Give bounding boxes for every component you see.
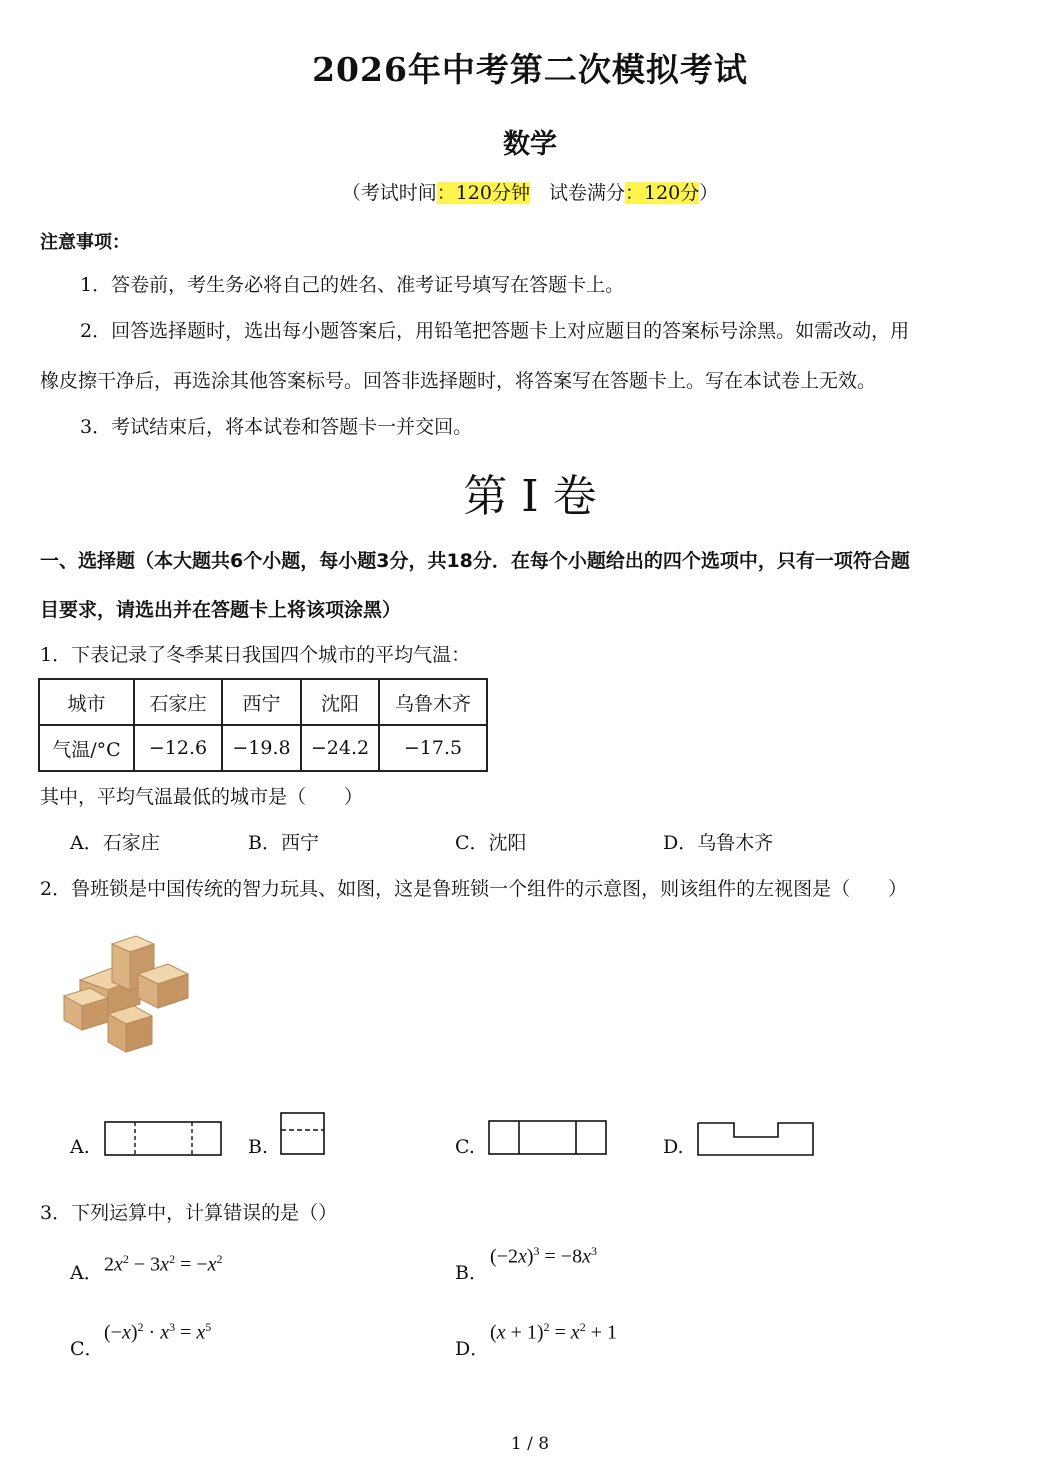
- notice-item-3: 3．考试结束后，将本试卷和答题卡一并交回。: [80, 416, 473, 438]
- exam-info: [0, 178, 1060, 205]
- table-cell: −12.6: [134, 725, 222, 771]
- table-cell: −19.8: [222, 725, 301, 771]
- table-cell: 沈阳: [301, 679, 379, 725]
- table-cell: 城市: [39, 679, 134, 725]
- q2-option-b-figure: [280, 1112, 326, 1156]
- exam-info-open: （考试时间: [341, 182, 437, 204]
- table-cell: 气温/°C: [39, 725, 134, 771]
- q2-option-b-label: B.: [248, 1136, 269, 1158]
- q1-option-a: A．石家庄: [70, 832, 160, 854]
- exam-info-close: ）: [699, 182, 719, 204]
- q3-stem: 3．下列运算中，计算错误的是（）: [40, 1202, 338, 1224]
- notice-item-2-line-1: 2．回答选择题时，选出每小题答案后，用铅笔把答题卡上对应题目的答案标号涂黑。如需改动，用: [80, 320, 910, 342]
- subject-title: 数学: [503, 129, 557, 160]
- table-cell: 乌鲁木齐: [379, 679, 487, 725]
- exam-title: 2026年中考第二次模拟考试: [312, 50, 748, 89]
- table-cell: 石家庄: [134, 679, 222, 725]
- q2-option-a-label: A.: [70, 1136, 90, 1158]
- q1-option-c: C．沈阳: [455, 832, 527, 854]
- q3-option-c-label: C．: [70, 1338, 104, 1360]
- table-row: [39, 725, 487, 771]
- q2-option-d-figure: [696, 1121, 816, 1157]
- q3-option-d-formula: $(x + 1)^2 = x^2 + 1$: [490, 1320, 617, 1344]
- q3-option-a-formula: $2x^2 - 3x^2 = -x^2$: [104, 1252, 223, 1276]
- table-cell: −17.5: [379, 725, 487, 771]
- q3-option-a-label: A．: [70, 1262, 103, 1284]
- volume-title: 第 I 卷: [463, 471, 597, 522]
- q3-option-d-label: D．: [455, 1338, 490, 1360]
- q1-option-d: D．乌鲁木齐: [663, 832, 774, 854]
- notice-heading: 注意事项：: [40, 232, 130, 253]
- q1-question: 其中，平均气温最低的城市是（ ）: [40, 786, 364, 808]
- table-header-row: [39, 679, 487, 725]
- section-1-heading-line-1: 一、选择题（本大题共6个小题，每小题3分，共18分．在每个小题给出的四个选项中，只有一项符合题: [40, 550, 910, 572]
- notice-item-1: 1．答卷前，考生务必将自己的姓名、准考证号填写在答题卡上。: [80, 274, 625, 296]
- temperature-table: [38, 678, 488, 772]
- q1-option-b: B．西宁: [248, 832, 319, 854]
- q3-option-b-label: B．: [455, 1262, 488, 1284]
- exam-score: ：120分: [625, 182, 700, 204]
- q2-option-d-label: D.: [663, 1136, 684, 1158]
- luban-lock-image: [50, 930, 200, 1060]
- q2-option-c-label: C.: [455, 1136, 475, 1158]
- exam-info-mid: 试卷满分: [529, 182, 625, 204]
- notice-item-2-line-2: 橡皮擦干净后，再选涂其他答案标号。回答非选择题时，将答案写在答题卡上。写在本试卷上无效。: [40, 370, 877, 392]
- page-number: 1 / 8: [510, 1434, 550, 1454]
- q2-stem: 2．鲁班锁是中国传统的智力玩具、如图，这是鲁班锁一个组件的示意图，则该组件的左视图是（ ）: [40, 878, 908, 900]
- exam-time: ：120分钟: [436, 182, 530, 204]
- q1-stem: 1．下表记录了冬季某日我国四个城市的平均气温：: [40, 644, 471, 666]
- q3-option-b-formula: $(-2x)^3 = -8x^3$: [490, 1244, 597, 1268]
- q2-option-a-figure: [104, 1121, 222, 1157]
- section-1-heading-line-2: 目要求，请选出并在答题卡上将该项涂黑）: [40, 599, 402, 621]
- table-cell: −24.2: [301, 725, 379, 771]
- table-cell: 西宁: [222, 679, 301, 725]
- q3-option-c-formula: $(-x)^2 \cdot x^3 = x^5$: [104, 1320, 212, 1344]
- q2-option-c-figure: [488, 1120, 608, 1156]
